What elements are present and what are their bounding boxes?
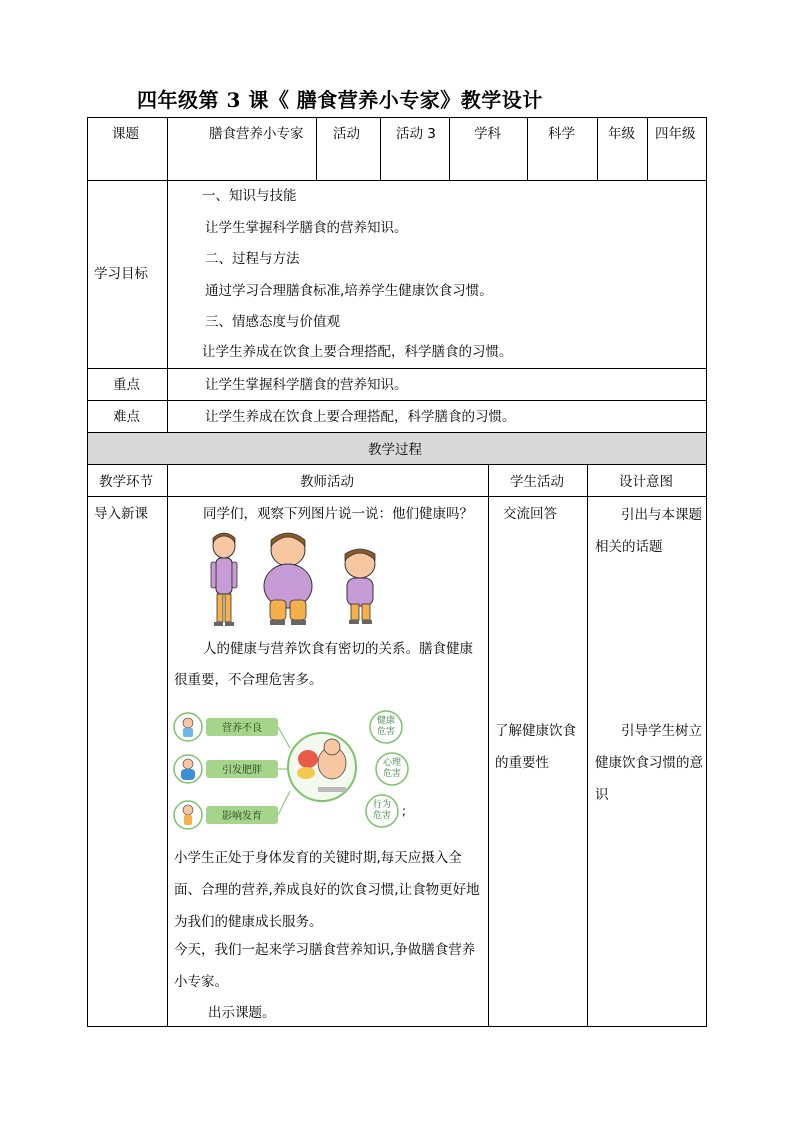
teacher-paragraph-4: 出示课题。 — [208, 1005, 276, 1021]
table-line — [167, 464, 168, 1027]
right-label-health: 健康危害 — [376, 716, 396, 737]
key-point-label: 重点 — [113, 377, 140, 393]
student-activity-1: 交流回答 — [503, 506, 557, 522]
process-title: 教学过程 — [368, 442, 422, 458]
difficulty-label: 难点 — [113, 409, 140, 425]
table-line — [87, 464, 707, 465]
objective-line: 二、过程与方法 — [205, 251, 300, 267]
objectives-label: 学习目标 — [94, 266, 148, 282]
table-line — [647, 117, 648, 180]
topic-value: 膳食营养小专家 — [209, 126, 304, 142]
grade-label: 年级 — [608, 126, 635, 142]
teacher-paragraph-1a: 人的健康与营养饮食有密切的关系。膳食健康 — [203, 641, 473, 657]
health-hazard-diagram — [172, 703, 412, 833]
teacher-paragraph-1b: 很重要，不合理危害多。 — [174, 672, 323, 688]
objective-line: 三、情感态度与价值观 — [205, 314, 340, 330]
right-label-behavior: 行为危害 — [372, 800, 392, 821]
activity-value: 活动 3 — [396, 126, 436, 142]
table-line — [527, 117, 528, 180]
table-line — [449, 117, 450, 180]
fat-child-figure — [264, 533, 312, 625]
document-title: 四年级第 3 课《 膳食营养小专家》教学设计 — [137, 88, 543, 112]
key-point-text: 让学生掌握科学膳食的营养知识。 — [205, 377, 408, 393]
table-line — [87, 496, 707, 497]
table-line — [87, 117, 88, 1027]
intent-2: 引导学生树立健康饮食习惯的意识 — [595, 723, 703, 803]
col-header-stage: 教学环节 — [99, 474, 153, 490]
intent-1: 引出与本课题相关的话题 — [595, 507, 702, 555]
short-child-figure — [345, 549, 375, 624]
col-header-teacher: 教师活动 — [300, 474, 354, 490]
table-line — [597, 117, 598, 180]
objective-line: 一、知识与技能 — [202, 188, 297, 204]
difficulty-text: 让学生养成在饮食上要合理搭配，科学膳食的习惯。 — [205, 409, 516, 425]
left-label-malnutrition: 营养不良 — [222, 723, 262, 734]
objective-line: 让学生养成在饮食上要合理搭配，科学膳食的习惯。 — [202, 344, 513, 360]
table-line — [316, 117, 317, 180]
svg-text:;: ; — [402, 804, 407, 818]
teacher-paragraph-2: 小学生正处于身体发育的关键时期,每天应摄入全面、合理的营养,养成良好的饮食习惯,让食物更好地为我们的健康成长服务。 — [174, 850, 480, 930]
table-line — [587, 464, 588, 1027]
teacher-paragraph-3: 今天，我们一起来学习膳食营养知识,争做膳食营养小专家。 — [174, 942, 476, 990]
table-line — [706, 117, 707, 1027]
table-line — [167, 117, 168, 432]
left-label-development: 影响发育 — [222, 811, 262, 822]
table-line — [380, 117, 381, 180]
stage-name: 导入新课 — [94, 506, 148, 522]
subject-value: 科学 — [548, 126, 575, 142]
topic-label: 课题 — [112, 126, 139, 142]
table-line — [87, 1026, 707, 1027]
col-header-intent: 设计意图 — [619, 474, 673, 490]
table-line — [87, 117, 707, 118]
col-header-student: 学生活动 — [510, 474, 564, 490]
teacher-question: 同学们，观察下列图片说一说：他们健康吗？ — [203, 506, 473, 522]
left-label-obesity: 引发肥胖 — [222, 765, 262, 776]
table-line — [87, 180, 707, 181]
table-line — [87, 368, 707, 369]
right-label-psych: 心理危害 — [382, 758, 402, 779]
objective-line: 通过学习合理膳食标准,培养学生健康饮食习惯。 — [205, 283, 493, 299]
thin-child-figure — [211, 533, 237, 626]
activity-label: 活动 — [333, 126, 360, 142]
objective-line: 让学生掌握科学膳食的营养知识。 — [205, 220, 408, 236]
subject-label: 学科 — [474, 126, 501, 142]
grade-value: 四年级 — [655, 126, 696, 142]
table-line — [87, 400, 707, 401]
student-activity-2: 了解健康饮食的重要性 — [495, 723, 576, 771]
children-illustration — [200, 528, 390, 630]
table-line — [488, 464, 489, 1027]
